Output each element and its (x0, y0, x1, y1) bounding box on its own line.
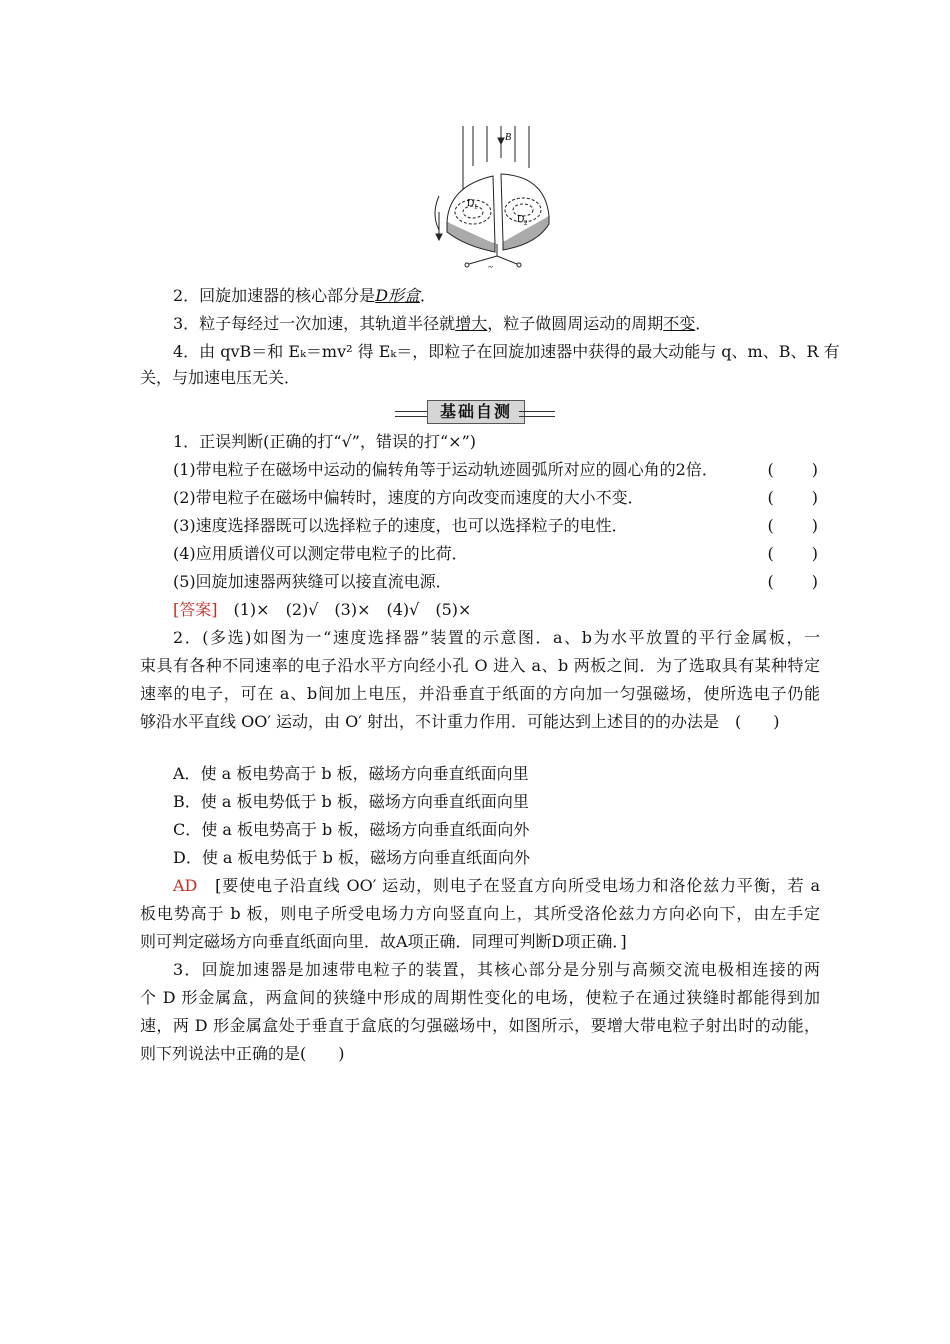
q2-stem-line: 2．(多选)如图为一“速度选择器”装置的示意图．a、b为水平放置的平行金属板，一 (173, 628, 820, 647)
q3-stem-line: 3．回旋加速器是加速带电粒子的装置，其核心部分是分别与高频交流电极相连接的两 (173, 960, 820, 979)
q1-item: (3)速度选择器既可以选择粒子的速度，也可以选择粒子的电性． ( ) (173, 516, 820, 535)
q2-option-a: A．使 a 板电势高于 b 板，磁场方向垂直纸面向里 (173, 764, 529, 783)
section-title: 基础自测 (427, 400, 525, 424)
q2-stem-line: 够沿水平直线 OO′ 运动，由 O′ 射出，不计重力作用．可能达到上述目的的办法是 ( ) (140, 712, 780, 731)
q1-stem: 1．正误判断(正确的打“√”，错误的打“×”) (173, 432, 476, 451)
q1-answer: [答案] (1)× (2)√ (3)× (4)√ (5)× (173, 600, 472, 619)
dee-label-2: D (517, 214, 525, 225)
section-banner (395, 400, 555, 424)
q1-item: (5)回旋加速器两狭缝可以接直流电源． ( ) (173, 572, 820, 591)
q1-item: (4)应用质谱仪可以测定带电粒子的比荷． ( ) (173, 544, 820, 563)
q2-explanation: 则可判定磁场方向垂直纸面向里．故A项正确．同理可判断D项正确．] (140, 932, 627, 951)
ac-source-label: ~ (488, 262, 493, 272)
q2-option-d: D．使 a 板电势低于 b 板，磁场方向垂直纸面向外 (173, 848, 530, 867)
q3-stem-line: 个 D 形金属盒，两盒间的狭缝中形成的周期性变化的电场，使粒子在通过狭缝时都能得到加 (140, 988, 820, 1007)
q2-stem-line: 速率的电子，可在 a、b间加上电压，并沿垂直于纸面的方向加一匀强磁场，使所选电子仍能 (140, 684, 820, 703)
q2-option-c: C．使 a 板电势高于 b 板，磁场方向垂直纸面向外 (173, 820, 530, 839)
q2-explanation: AD [要使电子沿直线 OO′ 运动，则电子在竖直方向所受电场力和洛伦兹力平衡，若 a (173, 876, 820, 895)
q1-item: (1)带电粒子在磁场中运动的偏转角等于运动轨迹圆弧所对应的圆心角的2倍． ( ) (173, 460, 820, 479)
svg-text:2: 2 (524, 219, 528, 227)
intro-point-2: 2．回旋加速器的核心部分是D形盒． (173, 286, 437, 305)
intro-point-3: 3．粒子每经过一次加速，其轨道半径就增大，粒子做圆周运动的周期不变． (173, 314, 712, 333)
q1-item: (2)带电粒子在磁场中偏转时，速度的方向改变而速度的大小不变． ( ) (173, 488, 820, 507)
field-label-b: B (505, 132, 512, 143)
svg-text:1: 1 (474, 203, 478, 211)
cyclotron-diagram (425, 124, 555, 274)
q3-stem-line: 速，两 D 形金属盒处于垂直于盒底的匀强磁场中，如图所示，要增大带电粒子射出时的动能， (140, 1016, 820, 1035)
intro-point-4: 4．由 qvB＝和 Eₖ＝mv² 得 Eₖ＝，即粒子在回旋加速器中获得的最大动能与 q、m、B、R 有 (173, 342, 840, 361)
q3-stem-line: 则下列说法中正确的是( ) (140, 1044, 345, 1063)
answer-tag: [答案] (173, 600, 218, 619)
q2-stem-line: 束具有各种不同速率的电子沿水平方向经小孔 O 进入 a、b 两板之间．为了选取具有某种特定 (140, 656, 820, 675)
dee-label-1: D (467, 198, 475, 209)
answer-tag: AD (173, 876, 198, 895)
intro-point-4-cont: 关，与加速电压无关． (140, 368, 301, 387)
q2-option-b: B．使 a 板电势低于 b 板，磁场方向垂直纸面向里 (173, 792, 529, 811)
q2-explanation: 板电势高于 b 板，则电子所受电场力方向竖直向上，其所受洛伦兹力方向必向下，由左手定 (140, 904, 820, 923)
